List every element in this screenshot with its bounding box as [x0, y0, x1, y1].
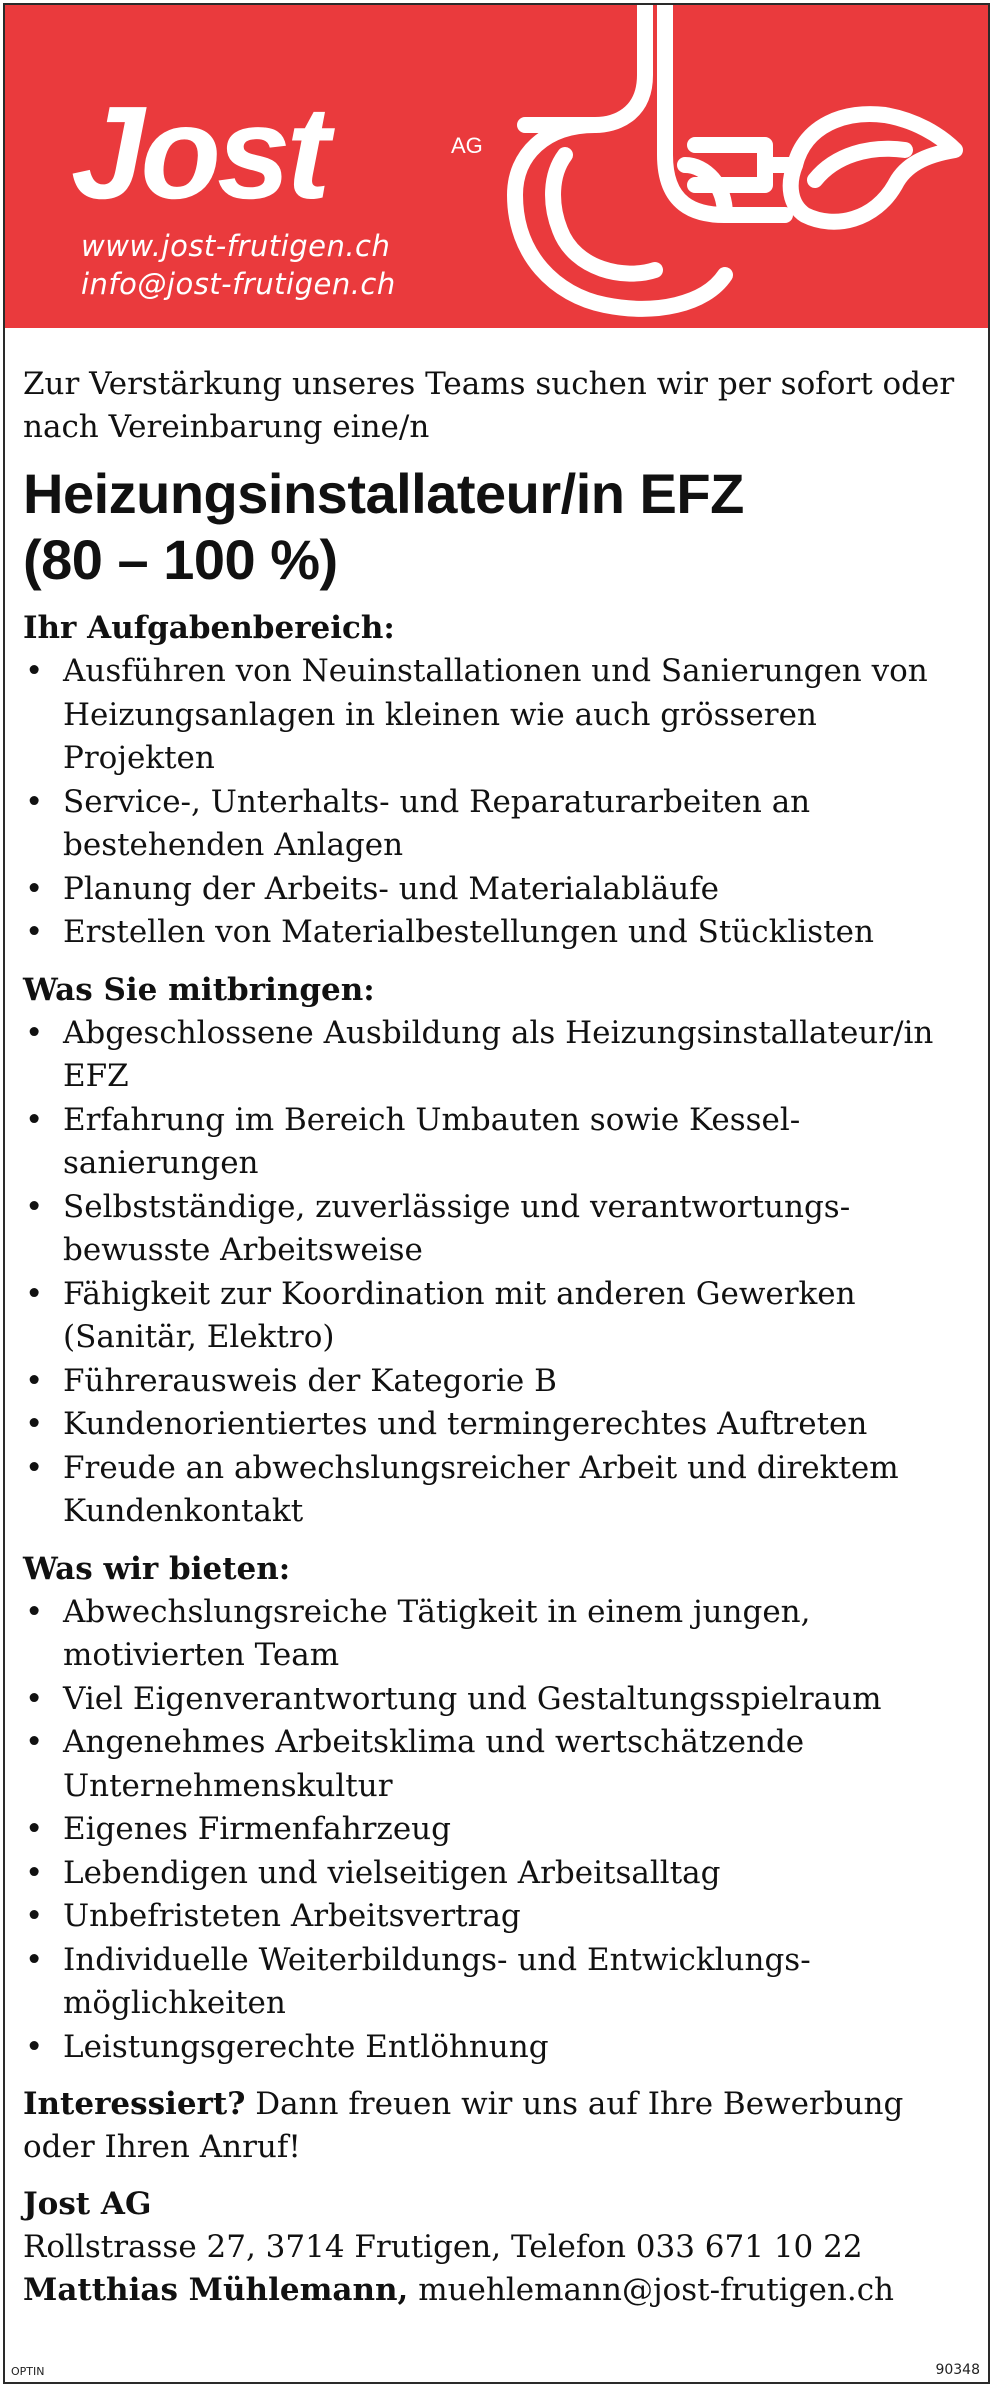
list-item: • Unbefristeten Arbeitsvertrag: [25, 1898, 521, 1934]
pipe-flame-icon: [515, 5, 955, 309]
list-item: • Erstellen von Materialbestellungen und Stücklisten: [25, 914, 874, 950]
job-ad: [3, 3, 990, 2384]
closing-lead: Interessiert?: [23, 2086, 246, 2122]
list-item: • Freude an abwechslungsreicher Arbeit und direktem Kundenkontakt: [25, 1449, 899, 1529]
section-heading-tasks: Ihr Aufgabenbereich:: [23, 610, 395, 646]
list-item: • Selbstständige, zuverlässige und verantwortungs-bewusste Arbeitsweise: [25, 1188, 851, 1268]
list-item: • Service-, Unterhalts- und Reparaturarbeiten an bestehenden Anlagen: [25, 783, 811, 863]
job-title-line: Heizungsinstallateur/in EFZ: [23, 462, 744, 525]
ad-content: [23, 363, 978, 2312]
contact-urls: [81, 227, 396, 303]
contact-name: Matthias Mühlemann,: [23, 2272, 409, 2308]
contact-person: [23, 2269, 978, 2312]
list-item: • Angenehmes Arbeitsklima und wertschätzende Unternehmenskultur: [25, 1724, 805, 1804]
list-item: • Führerausweis der Kategorie B: [25, 1362, 557, 1399]
job-title-percentage: (80 – 100 %): [23, 528, 338, 591]
logo-ag: AG: [451, 133, 483, 158]
list-item: • Viel Eigenverantwortung und Gestaltungsspielraum: [25, 1680, 882, 1717]
header-banner: [5, 5, 988, 328]
list-item: • Kundenorientiertes und termingerechtes Auftreten: [25, 1406, 868, 1442]
closing-text: [23, 2083, 978, 2169]
section-heading-requirements: Was Sie mitbringen:: [23, 971, 375, 1008]
company-name: Jost AG: [23, 2186, 152, 2222]
list-item: • Fähigkeit zur Koordination mit anderen Gewerken (Sanitär, Elektro): [25, 1275, 856, 1355]
footer-right-code: 90348: [935, 2362, 980, 2378]
offers-list: [23, 1591, 978, 2070]
contact-email-link[interactable]: muehlemann@jost-frutigen.ch: [408, 2272, 895, 2308]
list-item: • Lebendigen und vielseitigen Arbeitsalltag: [25, 1854, 721, 1891]
email-link[interactable]: info@jost-frutigen.ch: [81, 267, 396, 301]
closing-body: Dann freuen wir uns auf Ihre Bewerbung oder Ihren Anruf!: [23, 2086, 904, 2165]
footer-left-code: OPTIN: [11, 2365, 45, 2378]
logo-wordmark: Jost: [71, 79, 327, 226]
requirements-list: [23, 1012, 978, 1534]
list-item: • Erfahrung im Bereich Umbauten sowie Kessel-sanierungen: [25, 1101, 801, 1181]
website-link[interactable]: www.jost-frutigen.ch: [81, 229, 391, 263]
list-item: • Planung der Arbeits- und Materialabläufe: [25, 870, 720, 907]
section-heading-offers: Was wir bieten:: [23, 1550, 291, 1587]
task-list: [23, 650, 978, 955]
job-title: [23, 461, 978, 593]
list-item: • Ausführen von Neuinstallationen und Sanierungen von Heizungsanlagen in kleinen wie auch grösseren Projekten: [25, 653, 928, 776]
list-item: • Eigenes Firmenfahrzeug: [25, 1811, 451, 1847]
list-item: • Abgeschlossene Ausbildung als Heizungsinstallateur/in EFZ: [25, 1014, 934, 1094]
list-item: • Abwechslungsreiche Tätigkeit in einem jungen, motivierten Team: [25, 1593, 811, 1673]
list-item: • Leistungsgerechte Entlöhnung: [25, 2028, 549, 2065]
company-contact: [23, 2183, 978, 2312]
list-item: • Individuelle Weiterbildungs- und Entwicklungs-möglichkeiten: [25, 1941, 811, 2021]
company-address: Rollstrasse 27, 3714 Frutigen, Telefon 033 671 10 22: [23, 2229, 863, 2265]
intro-text: Zur Verstärkung unseres Teams suchen wir per sofort oder nach Vereinbarung eine/n: [23, 366, 955, 445]
